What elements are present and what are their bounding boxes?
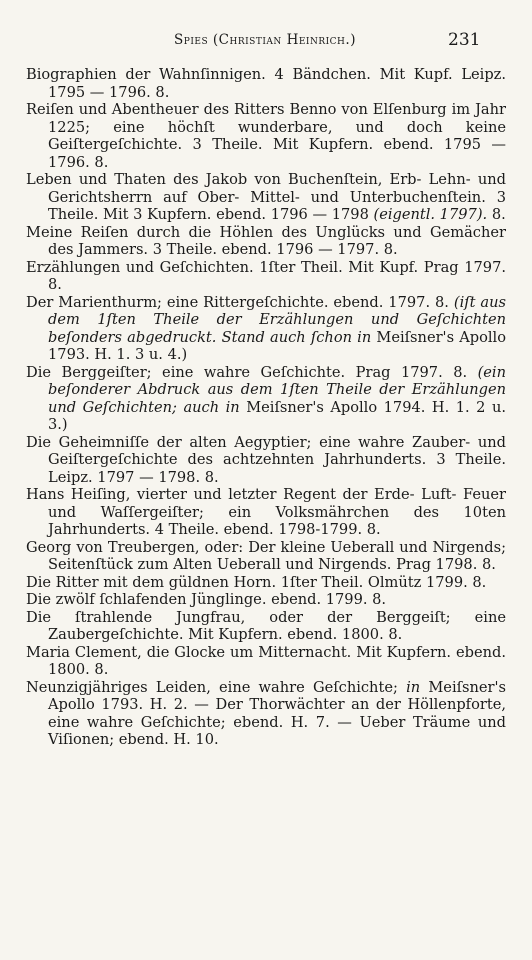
entry-note: (iſt aus dem 1ſten Theile der Erzählungen und Geſchichten beſonders abgedruckt. Stand auch ſchon in <box>48 293 507 346</box>
entry-text: Die Berggeiſter; eine wahre Geſchichte. Prag 1797. 8. <box>26 363 468 381</box>
bibliography-entry <box>26 259 506 294</box>
entry-note: (eigentl. 1797). <box>373 206 488 223</box>
entry-note: (ein beſonderer Abdruck aus dem 1ſten Theile der Erzählungen und Geſchichten; auch in <box>48 363 506 416</box>
bibliography-entry <box>26 486 506 539</box>
entry-text: Leben und Thaten des Jakob von Buchenſtein, Erb- Lehn- und Gerichtsherrn auf Ober- Mittel- und Unterbuchenſtein. 3 Theile. Mit 3 Kupfern. ebend. 1796 — 1798 <box>26 171 506 223</box>
entry-note: in <box>406 678 421 696</box>
bibliography-entry <box>26 574 506 592</box>
entry-text: Die zwölf ſchlafenden Jünglinge. ebend. 1799. 8. <box>26 591 387 608</box>
entry-tail: Meiſsner's Apollo 1794. H. 1. 2 u. 3.) <box>48 398 507 433</box>
entry-tail: Meiſsner's Apollo 1793. H. 2. — Der Thorwächter an der Höllenpforte, eine wahre Geſchichte; ebend. H. 7. — Ueber Träume und Viſionen; ebend. H. 10. <box>48 678 507 748</box>
running-header: Spies (Christian Heinrich.) <box>174 32 356 48</box>
entry-text: Erzählungen und Geſchichten. 1ſter Theil. Mit Kupf. Prag 1797. 8. <box>26 258 506 293</box>
entry-text: Maria Clement, die Glocke um Mitternacht. Mit Kupfern. ebend. 1800. 8. <box>26 643 506 678</box>
bibliography-list <box>26 66 506 749</box>
entry-text: Georg von Treubergen, oder: Der kleine Ueberall und Nirgends; Seitenſtück zum Alten Ueberall und Nirgends. Prag 1798. 8. <box>26 538 506 573</box>
page-number: 231 <box>448 30 481 50</box>
entry-text: Der Marienthurm; eine Rittergeſchichte. ebend. 1797. 8. <box>26 293 449 311</box>
entry-tail: Meiſsner's Apollo 1793. H. 1. 3 u. 4.) <box>48 328 506 363</box>
entry-text: Die Geheimniſſe der alten Aegyptier; eine wahre Zauber- und Geiſtergeſchichte des achtzehnten Jahrhunderts. 3 Theile. Leipz. 1797 — 1798. 8. <box>26 433 506 486</box>
bibliography-entry <box>26 224 506 259</box>
entry-text: Biographien der Wahnſinnigen. 4 Bändchen. Mit Kupf. Leipz. 1795 — 1796. 8. <box>26 66 506 101</box>
bibliography-entry <box>26 364 506 434</box>
entry-text: Hans Heiſing, vierter und letzter Regent der Erde- Luft- Feuer und Waſſergeiſter; ein Volksmährchen des 10ten Jahrhunderts. 4 Theile. ebend. 1798-1799. 8. <box>26 486 506 538</box>
entry-text: Neunzigjähriges Leiden, eine wahre Geſchichte; <box>26 678 398 696</box>
bibliography-entry <box>26 434 506 487</box>
bibliography-entry <box>26 171 506 224</box>
entry-text: Die ſtrahlende Jungfrau, oder der Berggeiſt; eine Zaubergeſchichte. Mit Kupfern. ebend. 1800. 8. <box>26 608 506 643</box>
entry-text: Die Ritter mit dem güldnen Horn. 1ſter Theil. Olmütz 1799. 8. <box>26 573 487 591</box>
bibliography-entry <box>26 644 506 679</box>
bibliography-entry <box>26 66 506 101</box>
bibliography-entry <box>26 609 506 644</box>
bibliography-entry <box>26 591 506 609</box>
bibliography-entry <box>26 294 506 364</box>
bibliography-entry <box>26 539 506 574</box>
entry-text: Meine Reiſen durch die Höhlen des Unglücks und Gemächer des Jammers. 3 Theile. ebend. 1796 — 1797. 8. <box>26 223 506 258</box>
entry-tail: 8. <box>491 206 506 223</box>
bibliography-entry <box>26 101 506 171</box>
entry-text: Reiſen und Abentheuer des Ritters Benno von Elſenburg im Jahr 1225; eine höchſt wunderbare, und doch keine Geiſtergeſchichte. 3 Theile. Mit Kupfern. ebend. 1795 — 1796. 8. <box>26 101 506 171</box>
bibliography-entry <box>26 679 506 749</box>
